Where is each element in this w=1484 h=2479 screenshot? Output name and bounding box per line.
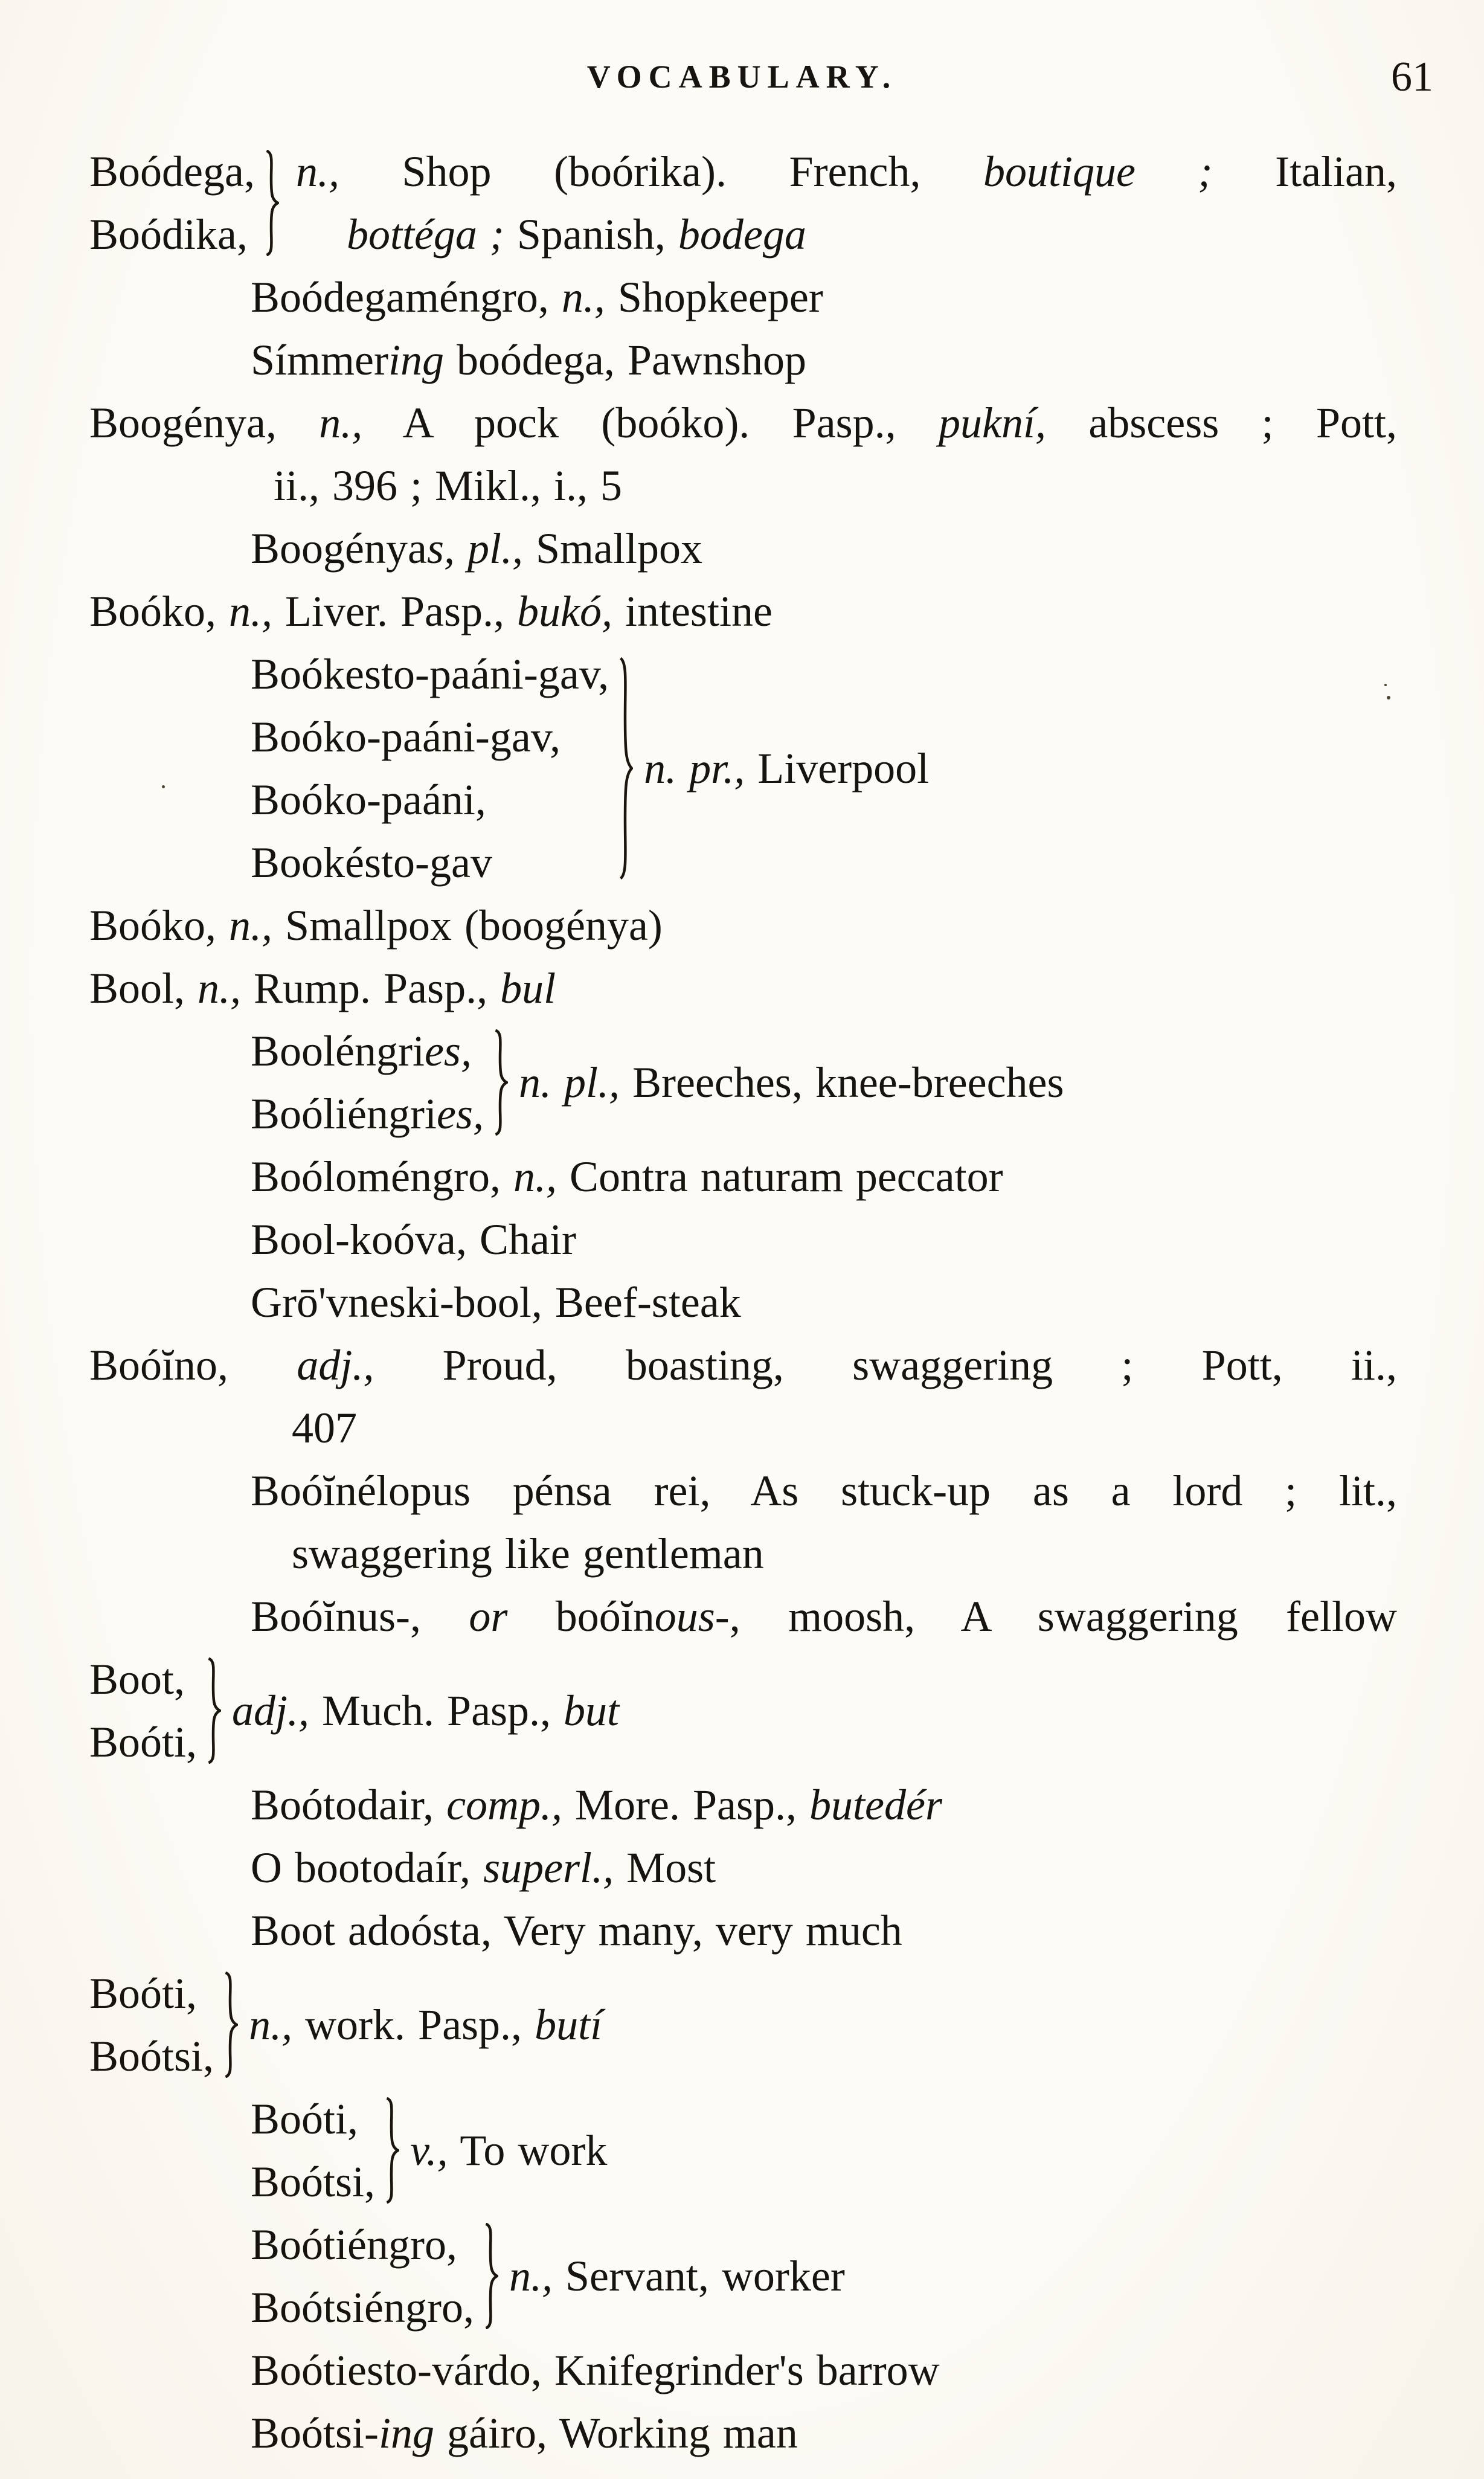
definition-line [509, 2245, 845, 2307]
text-segment: Liverpool [745, 744, 930, 793]
entry-line [251, 1271, 1397, 1334]
headword-line [251, 706, 609, 768]
definition-line [249, 1993, 602, 2056]
text-segment: bodega [678, 210, 806, 259]
entry-line [251, 1145, 1397, 1208]
headword-column [89, 1648, 197, 1773]
text-segment: More. Pasp., [562, 1781, 810, 1829]
entry-line [251, 2402, 1397, 2465]
text-segment: Símmer [251, 336, 388, 384]
headword-column [251, 2088, 375, 2213]
headword-line [251, 768, 609, 831]
definition-line [519, 1051, 1064, 1114]
entry-group-bootiengro [251, 2213, 1397, 2339]
curly-brace-icon [483, 2223, 498, 2329]
text-segment: -, moosh, A swaggering fellow [715, 1592, 1397, 1641]
curly-brace-icon [205, 1657, 221, 1764]
text-segment: Italian, [1212, 147, 1397, 196]
entry-group-bodega [89, 140, 1397, 266]
text-segment: Boogénya [251, 524, 427, 573]
text-segment: Bool, [89, 964, 198, 1012]
continuation-line [274, 454, 1397, 517]
headword-line [89, 1711, 197, 1773]
definition-line [347, 203, 1397, 266]
definition-column [296, 140, 1397, 266]
text-segment: Boóloméngro, [251, 1153, 513, 1201]
text-segment: intestine [612, 587, 773, 635]
text-segment: Boóĭnélopus pénsa rei, As stuck-up as a lord ; lit., [251, 1467, 1397, 1515]
text-segment: ii., 396 ; Mikl., i., 5 [274, 461, 623, 510]
entry-group-booti-noun [89, 1962, 1397, 2088]
text-segment: Boóti, [251, 2095, 359, 2143]
entry-group-breeches [251, 1020, 1397, 1145]
text-segment: Smallpox (boogénya) [272, 901, 663, 950]
entry-line [89, 957, 1397, 1020]
headword-line [251, 2276, 474, 2339]
text-segment: Servant, worker [552, 2252, 845, 2300]
text-segment: es, [424, 1027, 472, 1075]
text-segment: n., [229, 587, 273, 635]
running-title: VOCABULARY. [586, 59, 898, 95]
text-segment: ing [379, 2409, 435, 2457]
page-header [0, 54, 1484, 112]
text-segment: but [564, 1686, 620, 1735]
definition-line [410, 2119, 607, 2182]
entry-line [251, 517, 1397, 580]
text-segment: ing [388, 336, 445, 384]
text-segment: Boot, [89, 1655, 185, 1703]
definition-line [232, 1679, 619, 1742]
text-segment: Boótsi, [89, 2032, 214, 2080]
text-segment: Boótsi- [251, 2409, 379, 2457]
headword-line [89, 1962, 214, 2025]
scan-speck [162, 785, 165, 788]
text-segment: Boóko-paáni-gav, [251, 713, 561, 761]
headword-line [89, 2025, 214, 2088]
continuation-line [292, 1522, 1397, 1585]
text-segment: Booléngri [251, 1027, 425, 1075]
entry-line [251, 329, 1397, 391]
text-segment: Boóko, [89, 587, 230, 635]
headword-line [251, 831, 609, 894]
entry-group-liverpool [251, 643, 1397, 894]
text-segment: bottéga ; [346, 210, 504, 259]
continuation-line [292, 1397, 1397, 1459]
text-segment: To work [448, 2126, 608, 2175]
text-segment: adj., [297, 1341, 374, 1389]
text-segment: Boóliéngri [251, 1090, 437, 1138]
text-segment: comp., [446, 1781, 563, 1829]
text-segment: n., [295, 147, 339, 196]
text-segment: Boókesto-paáni-gav, [251, 650, 609, 698]
headword-line [251, 2213, 474, 2276]
text-segment: Smallpox [522, 524, 702, 573]
text-segment: Boódega, [89, 147, 255, 196]
text-segment: Proud, boasting, swaggering ; Pott, ii., [374, 1341, 1397, 1389]
page-number: 61 [1391, 54, 1433, 100]
curly-brace-icon [384, 2097, 399, 2204]
text-segment: Boot adoósta, Very many, very much [251, 1906, 902, 1955]
text-segment: Shopkeeper [605, 273, 823, 321]
entry-line [251, 1773, 1397, 1836]
text-segment: abscess ; Pott, [1046, 399, 1398, 447]
text-segment: boódega, Pawnshop [444, 336, 806, 384]
text-segment: Most [614, 1844, 716, 1892]
text-segment: Spanish, [504, 210, 678, 259]
definition-line [644, 737, 929, 800]
curly-brace-icon [222, 1972, 238, 2078]
text-segment: n., [198, 964, 242, 1012]
text-segment: ous [654, 1592, 715, 1641]
text-segment: Boótiéngro, [251, 2220, 457, 2269]
text-segment: n., [561, 273, 605, 321]
text-segment: n. pl., [518, 1058, 620, 1107]
text-segment: n., [319, 399, 363, 447]
text-segment: boutique ; [983, 147, 1213, 196]
text-segment: Boódika, [89, 210, 248, 259]
entry-line [251, 1585, 1397, 1648]
headword-column [251, 2213, 474, 2339]
text-segment: superl., [483, 1844, 614, 1892]
entry-line [89, 391, 1397, 454]
entry-line [89, 894, 1397, 957]
text-segment [455, 524, 467, 573]
headword-line [251, 1020, 484, 1082]
text-segment: n., [509, 2252, 553, 2300]
entry-line [251, 1208, 1397, 1271]
text-segment: Bool-koóva, Chair [251, 1215, 576, 1264]
text-segment: Boóti, [89, 1969, 198, 2018]
text-segment: Boótsi, [251, 2158, 376, 2206]
text-segment: es, [436, 1090, 484, 1138]
curly-brace-icon [617, 656, 633, 881]
text-segment: A pock (boóko). Pasp., [362, 399, 939, 447]
headword-line [251, 2150, 375, 2213]
headword-line [89, 1648, 197, 1711]
headword-line [251, 1082, 484, 1145]
text-segment: Contra naturam peccator [556, 1153, 1003, 1201]
entry-line [89, 1334, 1397, 1397]
headword-column [251, 1020, 484, 1145]
entry-line [251, 266, 1397, 329]
text-segment: n., [513, 1153, 557, 1201]
text-segment: Boóko-paáni, [251, 776, 486, 824]
text-segment: butí [535, 2001, 603, 2049]
text-segment: boóĭn [507, 1592, 655, 1641]
text-segment: Boótodair, [251, 1781, 447, 1829]
text-segment: Boóĭno, [89, 1341, 297, 1389]
text-segment: 407 [292, 1404, 357, 1452]
text-segment: s, [426, 524, 455, 573]
text-segment: work. Pasp., [292, 2001, 535, 2049]
text-segment: Boóti, [89, 1718, 198, 1766]
text-segment: Boótsiéngro, [251, 2283, 474, 2332]
text-segment: Liver. Pasp., [272, 587, 517, 635]
entry-group-boot [89, 1648, 1397, 1773]
curly-brace-icon [492, 1029, 508, 1136]
text-segment: Much. Pasp., [309, 1686, 564, 1735]
headword-column [89, 140, 255, 266]
text-segment: n., [229, 901, 273, 950]
curly-brace-icon [263, 150, 279, 256]
text-segment: pukní, [939, 399, 1046, 447]
text-segment: Breeches, knee-breeches [619, 1058, 1064, 1107]
scan-speck [1384, 684, 1387, 686]
text-segment: Shop (boórika). French, [339, 147, 984, 196]
headword-line [89, 203, 255, 266]
definition-line [296, 140, 1397, 203]
headword-column [89, 1962, 214, 2088]
headword-line [89, 140, 255, 203]
text-segment: bul [500, 964, 556, 1012]
headword-line [251, 643, 609, 706]
entry-line [251, 1899, 1397, 1962]
text-segment: n. pr., [644, 744, 745, 793]
entry-line [251, 1836, 1397, 1899]
scan-speck [1387, 696, 1390, 699]
text-segment: Boódegaméngro, [251, 273, 562, 321]
text-segment: Boótiesto-várdo, Knifegrinder's barrow [251, 2346, 940, 2394]
entry-group-booti-verb [251, 2088, 1397, 2213]
text-segment: Bookésto-gav [251, 838, 492, 887]
vocabulary-content [89, 140, 1397, 2465]
entry-line [89, 580, 1397, 643]
text-segment: adj., [232, 1686, 310, 1735]
entry-line [251, 1459, 1397, 1522]
text-segment: Grō'vneski-bool, Beef-steak [251, 1278, 741, 1326]
text-segment: Boóĭnus-, [251, 1592, 469, 1641]
text-segment: Boóko, [89, 901, 230, 950]
text-segment: pl., [467, 524, 523, 573]
headword-column [251, 643, 609, 894]
text-segment: swaggering like gentleman [292, 1529, 764, 1578]
text-segment: butedér [809, 1781, 942, 1829]
text-segment: Boogénya, [89, 399, 320, 447]
text-segment: O bootodaír, [251, 1844, 484, 1892]
text-segment: bukó, [517, 587, 612, 635]
text-segment: gáiro, Working man [434, 2409, 798, 2457]
text-segment: v., [410, 2126, 448, 2175]
text-segment: or [469, 1592, 508, 1641]
entry-line [251, 2339, 1397, 2402]
text-segment: n., [249, 2001, 293, 2049]
text-segment: Rump. Pasp., [241, 964, 501, 1012]
headword-line [251, 2088, 375, 2150]
